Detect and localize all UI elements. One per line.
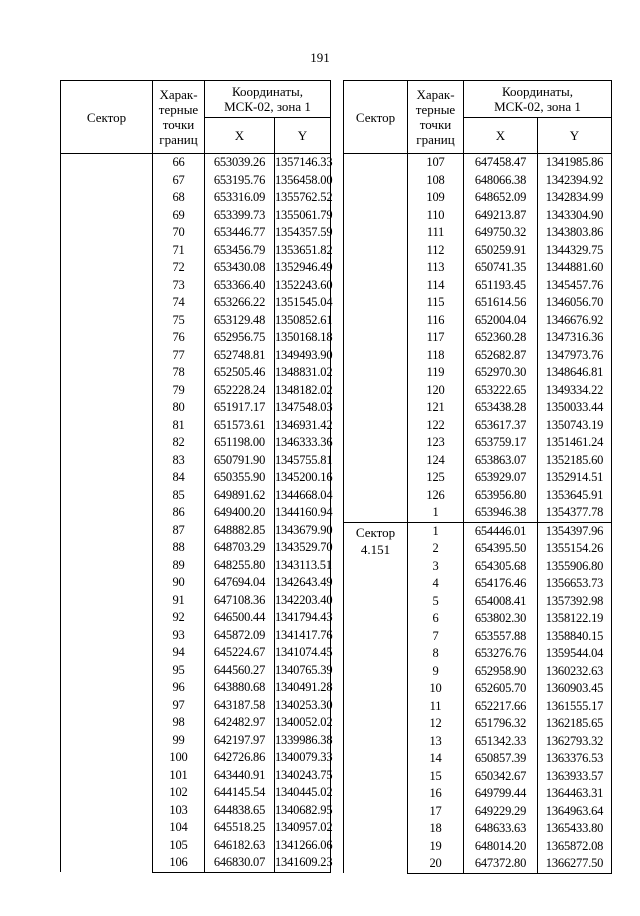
y-coordinate-cell: 1346056.70 bbox=[538, 294, 612, 312]
sector-name-cell bbox=[344, 522, 408, 873]
y-coordinate-cell: 1358840.15 bbox=[538, 628, 612, 646]
point-cell: 125 bbox=[408, 469, 464, 487]
x-coordinate-cell: 653617.37 bbox=[464, 417, 538, 435]
point-cell: 85 bbox=[153, 487, 205, 505]
x-coordinate-cell: 653399.73 bbox=[205, 207, 275, 225]
x-coordinate-cell: 644560.27 bbox=[205, 662, 275, 680]
x-coordinate-cell: 653456.79 bbox=[205, 242, 275, 260]
point-cell: 86 bbox=[153, 504, 205, 522]
sector-cell bbox=[61, 154, 153, 873]
x-coordinate-cell: 648066.38 bbox=[464, 172, 538, 190]
coordinates-header-line: МСК-02, зона 1 bbox=[224, 99, 311, 114]
y-coordinate-cell: 1363933.57 bbox=[538, 768, 612, 786]
x-coordinate-cell: 652228.24 bbox=[205, 382, 275, 400]
x-coordinate-cell: 653195.76 bbox=[205, 172, 275, 190]
points-header-line: границ bbox=[159, 132, 198, 147]
y-coordinate-cell: 1343304.90 bbox=[538, 207, 612, 225]
points-header-line: точки bbox=[162, 117, 195, 132]
x-coordinate-cell: 653946.38 bbox=[464, 504, 538, 522]
x-coordinate-cell: 653759.17 bbox=[464, 434, 538, 452]
y-coordinate-cell: 1339986.38 bbox=[275, 732, 331, 750]
point-cell: 103 bbox=[153, 802, 205, 820]
y-coordinate-cell: 1344329.75 bbox=[538, 242, 612, 260]
y-coordinate-cell: 1350033.44 bbox=[538, 399, 612, 417]
x-coordinate-cell: 649213.87 bbox=[464, 207, 538, 225]
y-coordinate-cell: 1360232.63 bbox=[538, 663, 612, 681]
point-cell: 115 bbox=[408, 294, 464, 312]
y-coordinate-cell: 1344668.04 bbox=[275, 487, 331, 505]
point-cell: 72 bbox=[153, 259, 205, 277]
points-header-line: Харак- bbox=[416, 87, 455, 102]
point-cell: 107 bbox=[408, 154, 464, 172]
page-number: 191 bbox=[310, 50, 330, 65]
point-cell: 111 bbox=[408, 224, 464, 242]
x-coordinate-cell: 651917.17 bbox=[205, 399, 275, 417]
x-coordinate-cell: 642726.86 bbox=[205, 749, 275, 767]
point-cell: 108 bbox=[408, 172, 464, 190]
x-coordinate-cell: 650857.39 bbox=[464, 750, 538, 768]
point-cell: 11 bbox=[408, 698, 464, 716]
y-coordinate-cell: 1342834.99 bbox=[538, 189, 612, 207]
y-coordinate-cell: 1355061.79 bbox=[275, 207, 331, 225]
point-cell: 126 bbox=[408, 487, 464, 505]
x-coordinate-cell: 654395.50 bbox=[464, 540, 538, 558]
x-coordinate-cell: 650342.67 bbox=[464, 768, 538, 786]
x-coordinate-cell: 654008.41 bbox=[464, 593, 538, 611]
points-header bbox=[153, 81, 205, 154]
x-coordinate-cell: 646500.44 bbox=[205, 609, 275, 627]
x-coordinate-cell: 653438.28 bbox=[464, 399, 538, 417]
sector-name-line: 4.151 bbox=[360, 541, 391, 557]
point-cell: 121 bbox=[408, 399, 464, 417]
x-coordinate-cell: 650259.91 bbox=[464, 242, 538, 260]
y-coordinate-cell: 1340765.39 bbox=[275, 662, 331, 680]
point-cell: 83 bbox=[153, 452, 205, 470]
point-cell: 18 bbox=[408, 820, 464, 838]
x-coordinate-cell: 651198.00 bbox=[205, 434, 275, 452]
y-coordinate-cell: 1352185.60 bbox=[538, 452, 612, 470]
point-cell: 113 bbox=[408, 259, 464, 277]
y-coordinate-cell: 1341074.45 bbox=[275, 644, 331, 662]
x-coordinate-cell: 651342.33 bbox=[464, 733, 538, 751]
x-coordinate-cell: 653366.40 bbox=[205, 277, 275, 295]
x-coordinate-cell: 651796.32 bbox=[464, 715, 538, 733]
point-cell: 112 bbox=[408, 242, 464, 260]
y-coordinate-cell: 1347548.03 bbox=[275, 399, 331, 417]
right-table-body-sector-1 bbox=[344, 154, 612, 523]
point-cell: 124 bbox=[408, 452, 464, 470]
point-cell: 101 bbox=[153, 767, 205, 785]
y-coordinate-cell: 1340682.95 bbox=[275, 802, 331, 820]
y-coordinate-cell: 1345755.81 bbox=[275, 452, 331, 470]
y-coordinate-cell: 1351545.04 bbox=[275, 294, 331, 312]
x-coordinate-cell: 652748.81 bbox=[205, 347, 275, 365]
x-coordinate-cell: 652605.70 bbox=[464, 680, 538, 698]
y-coordinate-cell: 1355154.26 bbox=[538, 540, 612, 558]
point-cell: 91 bbox=[153, 592, 205, 610]
y-coordinate-cell: 1340079.33 bbox=[275, 749, 331, 767]
y-coordinate-cell: 1353645.91 bbox=[538, 487, 612, 505]
point-cell: 92 bbox=[153, 609, 205, 627]
point-cell: 120 bbox=[408, 382, 464, 400]
y-coordinate-cell: 1346333.36 bbox=[275, 434, 331, 452]
y-coordinate-cell: 1364963.64 bbox=[538, 803, 612, 821]
point-cell: 1 bbox=[408, 522, 464, 540]
y-coordinate-cell: 1350852.61 bbox=[275, 312, 331, 330]
point-cell: 104 bbox=[153, 819, 205, 837]
coordinates-header-line: Координаты, bbox=[232, 84, 303, 99]
table-row bbox=[61, 154, 331, 172]
table-row bbox=[344, 154, 612, 172]
coordinates-table-left bbox=[60, 80, 331, 873]
coordinates-table-right bbox=[343, 80, 612, 874]
point-cell: 12 bbox=[408, 715, 464, 733]
x-coordinate-cell: 649229.29 bbox=[464, 803, 538, 821]
x-coordinate-cell: 648882.85 bbox=[205, 522, 275, 540]
points-header-line: Харак- bbox=[159, 87, 198, 102]
y-coordinate-cell: 1353651.82 bbox=[275, 242, 331, 260]
point-cell: 5 bbox=[408, 593, 464, 611]
point-cell: 3 bbox=[408, 558, 464, 576]
x-coordinate-cell: 652958.90 bbox=[464, 663, 538, 681]
point-cell: 7 bbox=[408, 628, 464, 646]
coordinates-header bbox=[464, 81, 612, 118]
y-coordinate-cell: 1343803.86 bbox=[538, 224, 612, 242]
y-coordinate-cell: 1340491.28 bbox=[275, 679, 331, 697]
coordinates-header-line: МСК-02, зона 1 bbox=[494, 99, 581, 114]
y-coordinate-cell: 1348646.81 bbox=[538, 364, 612, 382]
y-coordinate-cell: 1365433.80 bbox=[538, 820, 612, 838]
y-coordinate-cell: 1352914.51 bbox=[538, 469, 612, 487]
point-cell: 122 bbox=[408, 417, 464, 435]
x-coordinate-cell: 653929.07 bbox=[464, 469, 538, 487]
y-coordinate-cell: 1357146.33 bbox=[275, 154, 331, 172]
x-coordinate-cell: 653557.88 bbox=[464, 628, 538, 646]
x-coordinate-cell: 653276.76 bbox=[464, 645, 538, 663]
y-coordinate-cell: 1361555.17 bbox=[538, 698, 612, 716]
x-coordinate-cell: 652970.30 bbox=[464, 364, 538, 382]
x-coordinate-cell: 653430.08 bbox=[205, 259, 275, 277]
x-coordinate-cell: 654176.46 bbox=[464, 575, 538, 593]
point-cell: 71 bbox=[153, 242, 205, 260]
y-coordinate-cell: 1345200.16 bbox=[275, 469, 331, 487]
x-coordinate-cell: 652004.04 bbox=[464, 312, 538, 330]
x-coordinate-cell: 648652.09 bbox=[464, 189, 538, 207]
x-coordinate-cell: 647108.36 bbox=[205, 592, 275, 610]
y-coordinate-cell: 1340243.75 bbox=[275, 767, 331, 785]
x-coordinate-cell: 646830.07 bbox=[205, 854, 275, 872]
point-cell: 87 bbox=[153, 522, 205, 540]
y-coordinate-cell: 1348182.02 bbox=[275, 382, 331, 400]
coordinates-header bbox=[205, 81, 331, 118]
point-cell: 79 bbox=[153, 382, 205, 400]
x-coordinate-cell: 642197.97 bbox=[205, 732, 275, 750]
x-coordinate-cell: 647694.04 bbox=[205, 574, 275, 592]
x-coordinate-cell: 651573.61 bbox=[205, 417, 275, 435]
y-coordinate-cell: 1341417.76 bbox=[275, 627, 331, 645]
x-coordinate-cell: 653446.77 bbox=[205, 224, 275, 242]
y-coordinate-cell: 1355906.80 bbox=[538, 558, 612, 576]
point-cell: 6 bbox=[408, 610, 464, 628]
point-cell: 13 bbox=[408, 733, 464, 751]
point-cell: 75 bbox=[153, 312, 205, 330]
x-coordinate-cell: 643880.68 bbox=[205, 679, 275, 697]
point-cell: 67 bbox=[153, 172, 205, 190]
y-coordinate-cell: 1357392.98 bbox=[538, 593, 612, 611]
y-coordinate-cell: 1343679.90 bbox=[275, 522, 331, 540]
x-coordinate-cell: 648014.20 bbox=[464, 838, 538, 856]
x-coordinate-cell: 646182.63 bbox=[205, 837, 275, 855]
x-coordinate-cell: 653129.48 bbox=[205, 312, 275, 330]
point-cell: 96 bbox=[153, 679, 205, 697]
y-coordinate-cell: 1340253.30 bbox=[275, 697, 331, 715]
y-coordinate-cell: 1352946.49 bbox=[275, 259, 331, 277]
y-coordinate-cell: 1346676.92 bbox=[538, 312, 612, 330]
sector-cell bbox=[344, 154, 408, 523]
x-coordinate-cell: 653316.09 bbox=[205, 189, 275, 207]
y-coordinate-cell: 1342394.92 bbox=[538, 172, 612, 190]
x-header: X bbox=[464, 118, 538, 154]
point-cell: 14 bbox=[408, 750, 464, 768]
point-cell: 98 bbox=[153, 714, 205, 732]
y-coordinate-cell: 1349493.90 bbox=[275, 347, 331, 365]
point-cell: 89 bbox=[153, 557, 205, 575]
y-coordinate-cell: 1342643.49 bbox=[275, 574, 331, 592]
y-header: Y bbox=[538, 118, 612, 154]
y-coordinate-cell: 1346931.42 bbox=[275, 417, 331, 435]
point-cell: 95 bbox=[153, 662, 205, 680]
point-cell: 84 bbox=[153, 469, 205, 487]
x-coordinate-cell: 652682.87 bbox=[464, 347, 538, 365]
y-coordinate-cell: 1341609.23 bbox=[275, 854, 331, 872]
sector-header: Сектор bbox=[61, 81, 153, 154]
points-header-line: точки bbox=[419, 117, 452, 132]
y-coordinate-cell: 1352243.60 bbox=[275, 277, 331, 295]
point-cell: 90 bbox=[153, 574, 205, 592]
x-coordinate-cell: 642482.97 bbox=[205, 714, 275, 732]
y-coordinate-cell: 1340052.02 bbox=[275, 714, 331, 732]
y-coordinate-cell: 1348831.02 bbox=[275, 364, 331, 382]
point-cell: 76 bbox=[153, 329, 205, 347]
y-coordinate-cell: 1350168.18 bbox=[275, 329, 331, 347]
y-coordinate-cell: 1347973.76 bbox=[538, 347, 612, 365]
point-cell: 94 bbox=[153, 644, 205, 662]
right-table-body-sector-4151 bbox=[344, 522, 612, 873]
x-coordinate-cell: 644838.65 bbox=[205, 802, 275, 820]
y-coordinate-cell: 1364463.31 bbox=[538, 785, 612, 803]
point-cell: 15 bbox=[408, 768, 464, 786]
left-table-body bbox=[61, 154, 331, 873]
y-coordinate-cell: 1349334.22 bbox=[538, 382, 612, 400]
x-coordinate-cell: 647372.80 bbox=[464, 855, 538, 873]
y-coordinate-cell: 1360903.45 bbox=[538, 680, 612, 698]
x-coordinate-cell: 649400.20 bbox=[205, 504, 275, 522]
point-cell: 82 bbox=[153, 434, 205, 452]
y-coordinate-cell: 1341985.86 bbox=[538, 154, 612, 172]
point-cell: 19 bbox=[408, 838, 464, 856]
point-cell: 78 bbox=[153, 364, 205, 382]
y-coordinate-cell: 1363376.53 bbox=[538, 750, 612, 768]
point-cell: 2 bbox=[408, 540, 464, 558]
x-coordinate-cell: 643187.58 bbox=[205, 697, 275, 715]
y-coordinate-cell: 1356458.00 bbox=[275, 172, 331, 190]
x-coordinate-cell: 652217.66 bbox=[464, 698, 538, 716]
point-cell: 99 bbox=[153, 732, 205, 750]
x-header: X bbox=[205, 118, 275, 154]
points-header-line: границ bbox=[416, 132, 455, 147]
x-coordinate-cell: 650741.35 bbox=[464, 259, 538, 277]
point-cell: 80 bbox=[153, 399, 205, 417]
y-coordinate-cell: 1341266.06 bbox=[275, 837, 331, 855]
x-coordinate-cell: 653222.65 bbox=[464, 382, 538, 400]
point-cell: 105 bbox=[153, 837, 205, 855]
x-coordinate-cell: 645224.67 bbox=[205, 644, 275, 662]
point-cell: 17 bbox=[408, 803, 464, 821]
point-cell: 109 bbox=[408, 189, 464, 207]
x-coordinate-cell: 649750.32 bbox=[464, 224, 538, 242]
x-coordinate-cell: 652956.75 bbox=[205, 329, 275, 347]
x-coordinate-cell: 653863.07 bbox=[464, 452, 538, 470]
x-coordinate-cell: 649799.44 bbox=[464, 785, 538, 803]
y-coordinate-cell: 1354397.96 bbox=[538, 522, 612, 540]
y-coordinate-cell: 1344881.60 bbox=[538, 259, 612, 277]
point-cell: 97 bbox=[153, 697, 205, 715]
point-cell: 20 bbox=[408, 855, 464, 873]
x-coordinate-cell: 653266.22 bbox=[205, 294, 275, 312]
point-cell: 119 bbox=[408, 364, 464, 382]
point-cell: 77 bbox=[153, 347, 205, 365]
y-header: Y bbox=[275, 118, 331, 154]
x-coordinate-cell: 652505.46 bbox=[205, 364, 275, 382]
coordinates-header-line: Координаты, bbox=[502, 84, 573, 99]
y-coordinate-cell: 1362793.32 bbox=[538, 733, 612, 751]
x-coordinate-cell: 651614.56 bbox=[464, 294, 538, 312]
point-cell: 88 bbox=[153, 539, 205, 557]
y-coordinate-cell: 1354377.78 bbox=[538, 504, 612, 522]
point-cell: 1 bbox=[408, 504, 464, 522]
y-coordinate-cell: 1355762.52 bbox=[275, 189, 331, 207]
x-coordinate-cell: 643440.91 bbox=[205, 767, 275, 785]
point-cell: 4 bbox=[408, 575, 464, 593]
point-cell: 10 bbox=[408, 680, 464, 698]
x-coordinate-cell: 645872.09 bbox=[205, 627, 275, 645]
points-header-line: терные bbox=[415, 102, 456, 117]
y-coordinate-cell: 1362185.65 bbox=[538, 715, 612, 733]
x-coordinate-cell: 648703.29 bbox=[205, 539, 275, 557]
point-cell: 118 bbox=[408, 347, 464, 365]
x-coordinate-cell: 653039.26 bbox=[205, 154, 275, 172]
x-coordinate-cell: 648255.80 bbox=[205, 557, 275, 575]
x-coordinate-cell: 644145.54 bbox=[205, 784, 275, 802]
x-coordinate-cell: 647458.47 bbox=[464, 154, 538, 172]
y-coordinate-cell: 1358122.19 bbox=[538, 610, 612, 628]
y-coordinate-cell: 1340445.02 bbox=[275, 784, 331, 802]
x-coordinate-cell: 654305.68 bbox=[464, 558, 538, 576]
sector-header: Сектор bbox=[344, 81, 408, 154]
point-cell: 110 bbox=[408, 207, 464, 225]
x-coordinate-cell: 650355.90 bbox=[205, 469, 275, 487]
x-coordinate-cell: 651193.45 bbox=[464, 277, 538, 295]
y-coordinate-cell: 1359544.04 bbox=[538, 645, 612, 663]
y-coordinate-cell: 1343113.51 bbox=[275, 557, 331, 575]
point-cell: 74 bbox=[153, 294, 205, 312]
y-coordinate-cell: 1342203.40 bbox=[275, 592, 331, 610]
y-coordinate-cell: 1344160.94 bbox=[275, 504, 331, 522]
point-cell: 70 bbox=[153, 224, 205, 242]
point-cell: 66 bbox=[153, 154, 205, 172]
point-cell: 68 bbox=[153, 189, 205, 207]
x-coordinate-cell: 645518.25 bbox=[205, 819, 275, 837]
y-coordinate-cell: 1347316.36 bbox=[538, 329, 612, 347]
point-cell: 100 bbox=[153, 749, 205, 767]
point-cell: 114 bbox=[408, 277, 464, 295]
table-row bbox=[344, 522, 612, 540]
y-coordinate-cell: 1354357.59 bbox=[275, 224, 331, 242]
point-cell: 116 bbox=[408, 312, 464, 330]
x-coordinate-cell: 654446.01 bbox=[464, 522, 538, 540]
x-coordinate-cell: 650791.90 bbox=[205, 452, 275, 470]
point-cell: 93 bbox=[153, 627, 205, 645]
y-coordinate-cell: 1366277.50 bbox=[538, 855, 612, 873]
point-cell: 73 bbox=[153, 277, 205, 295]
point-cell: 81 bbox=[153, 417, 205, 435]
x-coordinate-cell: 653956.80 bbox=[464, 487, 538, 505]
x-coordinate-cell: 652360.28 bbox=[464, 329, 538, 347]
point-cell: 117 bbox=[408, 329, 464, 347]
y-coordinate-cell: 1356653.73 bbox=[538, 575, 612, 593]
sector-name-line: Сектор bbox=[355, 524, 396, 540]
y-coordinate-cell: 1340957.02 bbox=[275, 819, 331, 837]
point-cell: 9 bbox=[408, 663, 464, 681]
y-coordinate-cell: 1345457.76 bbox=[538, 277, 612, 295]
point-cell: 106 bbox=[153, 854, 205, 872]
y-coordinate-cell: 1351461.24 bbox=[538, 434, 612, 452]
points-header-line: терные bbox=[158, 102, 199, 117]
y-coordinate-cell: 1365872.08 bbox=[538, 838, 612, 856]
point-cell: 102 bbox=[153, 784, 205, 802]
point-cell: 16 bbox=[408, 785, 464, 803]
point-cell: 69 bbox=[153, 207, 205, 225]
points-header bbox=[408, 81, 464, 154]
x-coordinate-cell: 648633.63 bbox=[464, 820, 538, 838]
point-cell: 123 bbox=[408, 434, 464, 452]
y-coordinate-cell: 1350743.19 bbox=[538, 417, 612, 435]
y-coordinate-cell: 1341794.43 bbox=[275, 609, 331, 627]
x-coordinate-cell: 653802.30 bbox=[464, 610, 538, 628]
point-cell: 8 bbox=[408, 645, 464, 663]
x-coordinate-cell: 649891.62 bbox=[205, 487, 275, 505]
y-coordinate-cell: 1343529.70 bbox=[275, 539, 331, 557]
